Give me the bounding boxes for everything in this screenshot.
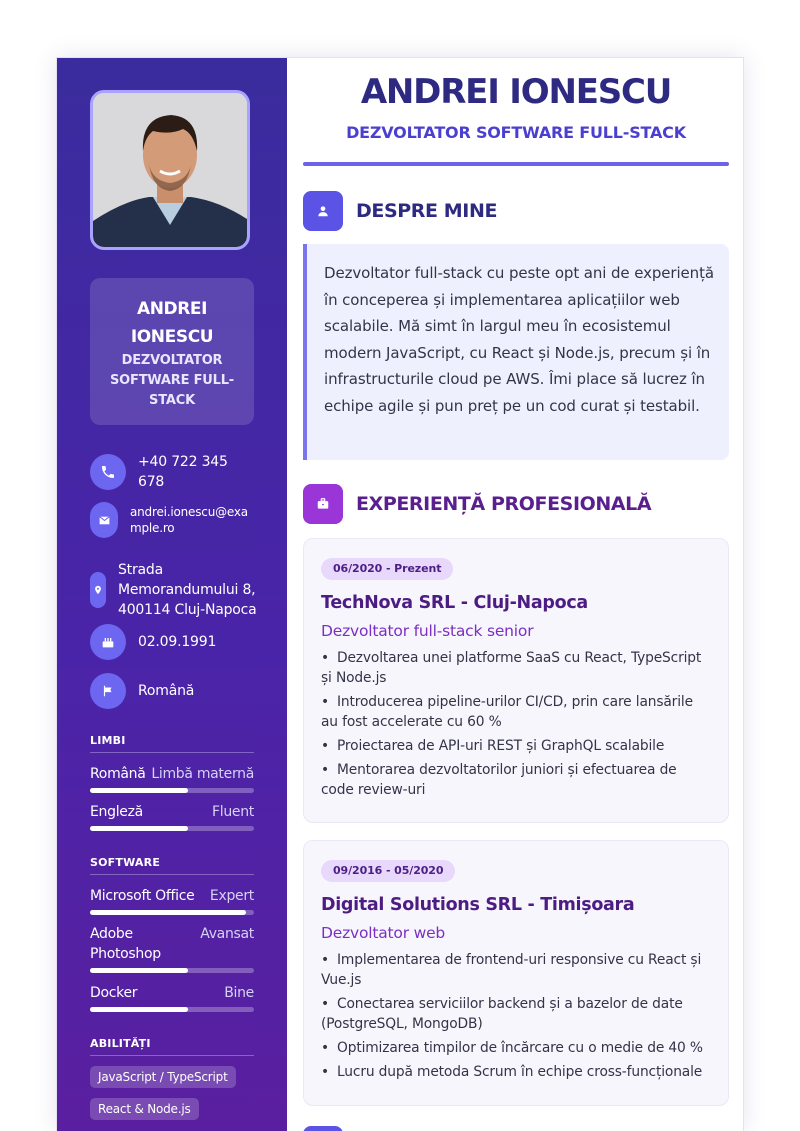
language-item <box>90 802 254 831</box>
about-heading: DESPRE MINE <box>356 200 498 222</box>
languages-heading: LIMBI <box>90 734 254 753</box>
flag-icon <box>90 673 126 709</box>
skill-tag: JavaScript / TypeScript <box>90 1066 236 1088</box>
main-content <box>287 58 744 1131</box>
profile-photo <box>90 90 250 250</box>
language-item <box>90 764 254 793</box>
experience-heading: EXPERIENȚĂ PROFESIONALĂ <box>356 493 652 515</box>
job-bullet: • Optimizarea timpilor de încărcare cu o medie de 40 % <box>321 1040 703 1056</box>
about-section-title <box>303 191 497 231</box>
language-bar-fill <box>90 788 188 793</box>
contact-address <box>90 560 265 620</box>
language-name: Engleză <box>90 804 143 820</box>
language-bar-fill <box>90 826 188 831</box>
software-bar <box>90 968 254 973</box>
language-name: Română <box>90 766 146 782</box>
language-bar <box>90 788 254 793</box>
job-company: Digital Solutions SRL - Timișoara <box>321 895 635 915</box>
phone-icon <box>90 454 126 490</box>
contact-birthdate-text: 02.09.1991 <box>138 634 217 650</box>
language-level: Limbă maternă <box>151 766 254 782</box>
job-date-badge: 09/2016 - 05/2020 <box>321 860 455 882</box>
job-role: Dezvoltator web <box>321 924 446 942</box>
software-level: Avansat <box>200 926 254 942</box>
software-bar-fill <box>90 968 188 973</box>
job-company: TechNova SRL - Cluj-Napoca <box>321 593 588 613</box>
contact-email-text: andrei.ionescu@example.ro <box>130 505 248 535</box>
resume-page <box>56 57 744 1131</box>
header-name: ANDREI IONESCU <box>360 72 672 112</box>
software-level: Bine <box>224 985 254 1001</box>
about-text: Dezvoltator full-stack cu peste opt ani de experiență în conceperea și implementarea aplicațiilor web scalabile. Mă simt în largul meu în ecosistemul modern JavaScript, cu React și Node.js, precum și în infrastructurile cloud pe AWS. Îmi place să lucrez în echipe agile și pun preț pe un cod curat și testabil. <box>303 244 729 460</box>
job-bullet-text: Mentorarea dezvoltatorilor juniori și efectuarea de code review-uri <box>321 762 677 798</box>
job-bullet: • Lucru după metoda Scrum în echipe cross-funcționale <box>321 1064 703 1080</box>
next-section-icon <box>303 1126 343 1131</box>
software-item <box>90 983 254 1012</box>
contact-birthdate <box>90 624 265 660</box>
job-bullet: • Mentorarea dezvoltatorilor juniori și efectuarea de code review-uri <box>321 762 677 798</box>
job-bullet-text: Proiectarea de API-uri REST și GraphQL scalabile <box>337 738 665 754</box>
software-heading: SOFTWARE <box>90 856 254 875</box>
contact-nationality-text: Română <box>138 683 195 699</box>
sidebar-job-title: DEZVOLTATOR SOFTWARE FULL-STACK <box>110 353 234 408</box>
language-bar <box>90 826 254 831</box>
job-bullet-text: Introducerea pipeline-urilor CI/CD, prin care lansările au fost accelerate cu 60 % <box>321 694 693 730</box>
briefcase-icon <box>303 484 343 524</box>
experience-section-title <box>303 484 651 524</box>
software-bar-fill <box>90 1007 188 1012</box>
sidebar-name-card <box>90 278 254 425</box>
email-icon <box>90 502 118 538</box>
job-bullet-list <box>321 648 712 800</box>
job-role: Dezvoltator full-stack senior <box>321 622 534 640</box>
job-bullet: • Conectarea serviciilor backend și a bazelor de date (PostgreSQL, MongoDB) <box>321 996 683 1032</box>
job-bullet: • Dezvoltarea unei platforme SaaS cu React, TypeScript și Node.js <box>321 650 702 686</box>
software-item <box>90 924 254 973</box>
skill-tag: React & Node.js <box>90 1098 199 1120</box>
job-bullet: • Introducerea pipeline-urilor CI/CD, prin care lansările au fost accelerate cu 60 % <box>321 694 693 730</box>
software-name: Microsoft Office <box>90 888 195 904</box>
location-icon <box>90 572 106 608</box>
job-bullet: • Implementarea de frontend-uri responsive cu React și Vue.js <box>321 952 702 988</box>
contact-email[interactable] <box>90 502 265 538</box>
user-icon <box>303 191 343 231</box>
job-date-badge: 06/2020 - Prezent <box>321 558 453 580</box>
software-bar-fill <box>90 910 246 915</box>
software-item <box>90 886 254 915</box>
sidebar <box>57 58 287 1131</box>
contact-nationality <box>90 673 265 709</box>
contact-address-text: Strada Memorandumului 8, 400114 Cluj-Napoca <box>118 562 257 618</box>
contact-phone[interactable] <box>90 452 265 492</box>
skills-heading: ABILITĂȚI <box>90 1037 254 1056</box>
job-bullet: • Proiectarea de API-uri REST și GraphQL scalabile <box>321 738 665 754</box>
software-name: Adobe Photoshop <box>90 926 161 962</box>
software-bar <box>90 910 254 915</box>
software-level: Expert <box>209 888 254 904</box>
job-bullet-text: Optimizarea timpilor de încărcare cu o medie de 40 % <box>337 1040 703 1056</box>
header-job-title: DEZVOLTATOR SOFTWARE FULL-STACK <box>346 123 686 142</box>
birthday-cake-icon <box>90 624 126 660</box>
job-bullet-text: Conectarea serviciilor backend și a bazelor de date (PostgreSQL, MongoDB) <box>321 996 683 1032</box>
header-divider <box>303 162 729 166</box>
language-level: Fluent <box>212 804 254 820</box>
job-bullet-text: Lucru după metoda Scrum în echipe cross-funcționale <box>337 1064 703 1080</box>
job-bullet-list <box>321 950 712 1082</box>
job-bullet-text: Implementarea de frontend-uri responsive cu React și Vue.js <box>321 952 702 988</box>
job-bullet-text: Dezvoltarea unei platforme SaaS cu React, TypeScript și Node.js <box>321 650 702 686</box>
software-bar <box>90 1007 254 1012</box>
software-name: Docker <box>90 985 138 1001</box>
job-card <box>303 538 729 823</box>
sidebar-name: ANDREI IONESCU <box>130 299 214 347</box>
contact-phone-text: +40 722 345 678 <box>138 454 228 490</box>
job-card <box>303 840 729 1106</box>
